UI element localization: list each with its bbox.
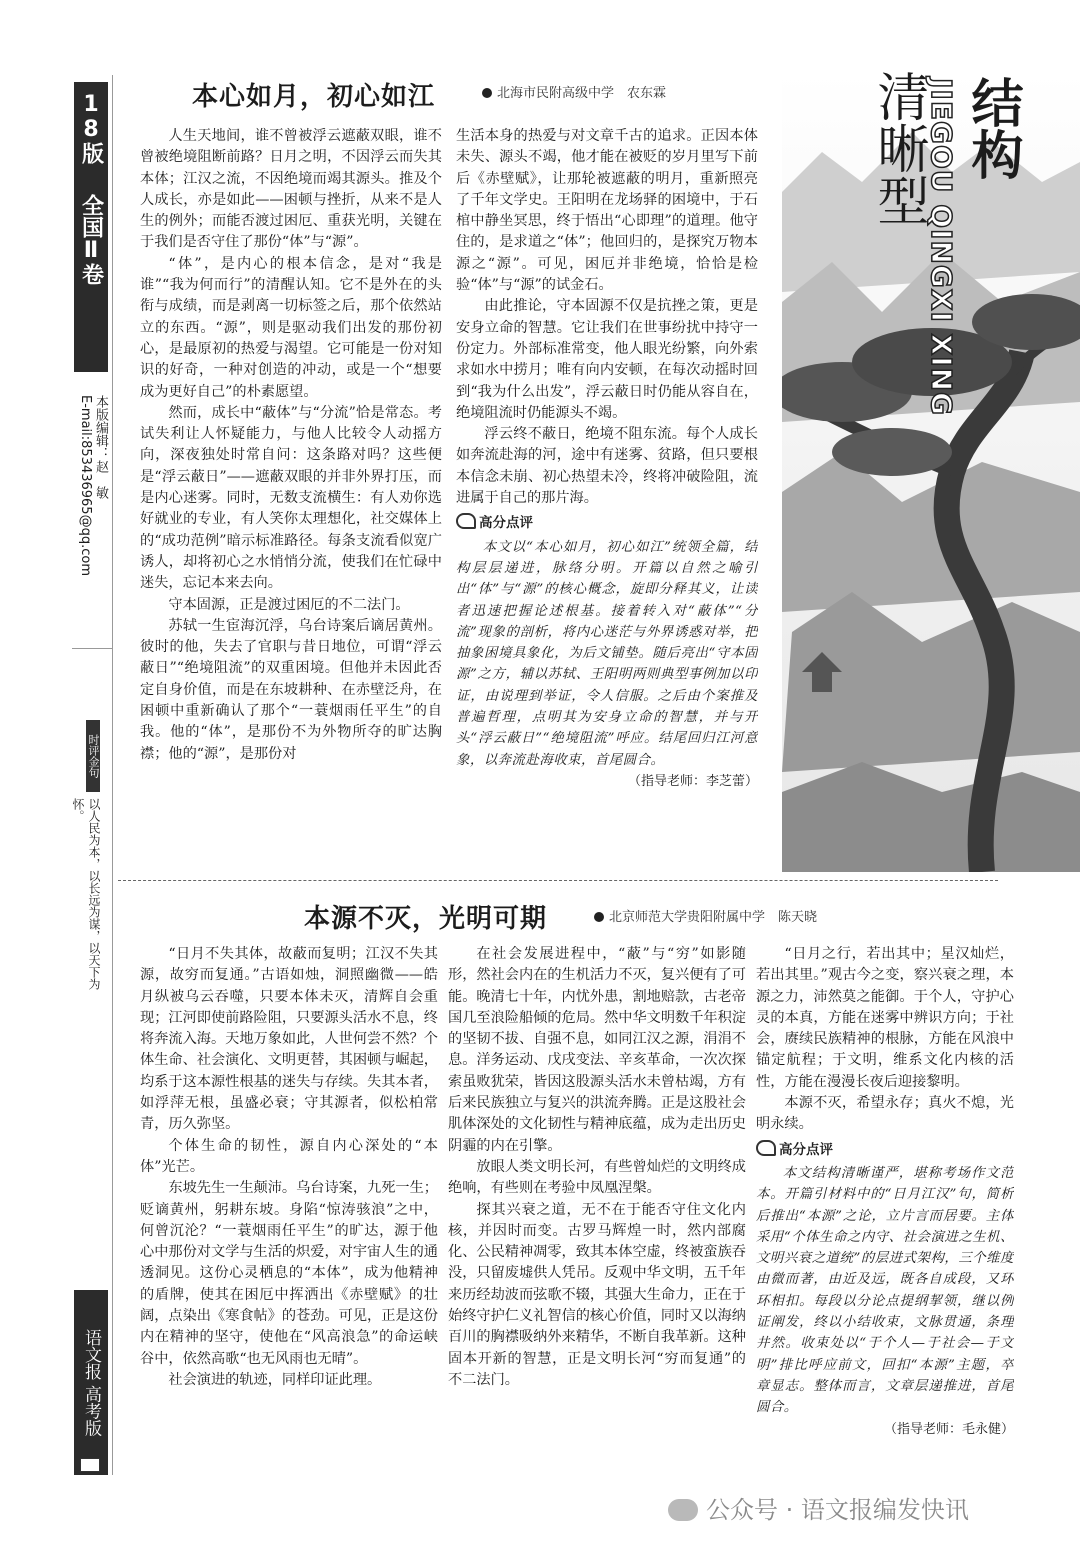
article2-column3: [756, 944, 1014, 1474]
paragraph: 东坡先生一生颠沛。乌台诗案，九死一生；贬谪黄州，躬耕东坡。身陷“惊涛骇浪”之中，何曾沉沦？“一蓑烟雨任平生”的旷达，源于他心中那份对文学与生活的炽爱，对宇宙人生的通透洞见。这份心灵栖息的“本体”，成为他精神的盾牌，使其在困厄中挥洒出《赤壁赋》的壮阔，点染出《寒食帖》的苍劲。可见，正是这份内在精神的坚守，使他在“风高浪急”的命运峡谷中，依然高歌“也无风雨也无晴”。: [140, 1180, 438, 1367]
editor-label: 本版编辑：赵 敏: [93, 395, 108, 499]
edition-name: 全国Ⅱ卷: [78, 194, 104, 285]
paragraph: 本源不灭，希望永存；真火不熄，光明永续。: [756, 1095, 1014, 1133]
review-heading: 高分点评: [756, 1140, 1014, 1161]
article1-column1: [140, 126, 442, 866]
paragraph: “体”，是内心的根本信念，是对“我是谁”“我为何而行”的清醒认知。它不是外在的头衔与成绩，而是剥离一切标签之后，那个依然站立的东西。“源”，则是驱动我们出发的那份初心，是最原初的热爱与渴望。它可能是一份对知识的好奇，一种对创造的冲动，或是一个“想要成为更好自己”的朴素愿望。: [140, 255, 442, 400]
paragraph: 个体生命的韧性，源自内心深处的“本体”光芒。: [140, 1137, 438, 1175]
teacher-credit: （指导老师：李芝蕾）: [627, 773, 758, 789]
article1-title: 本心如月，初心如江: [192, 82, 436, 112]
paragraph: 由此推论，守本固源不仅是抗挫之策，更是安身立命的智慧。它让我们在世事纷扰中持守一份定力。外部标准常变，他人眼光纷繁，向外索求如水中捞月；唯有向内安顿，在每次动摇时回到“我为什么出发”，浮云蔽日时仍能从容自在，绝境阻流时仍能源头不竭。: [456, 298, 758, 421]
page-mark-icon: [80, 1458, 100, 1472]
article2-title: 本源不灭，光明可期: [304, 904, 548, 934]
article-divider: [118, 880, 998, 881]
paragraph: “日月不失其体，故蔽而复明；江汉不失其源，故穷而复通。”古语如烛，洞照幽微——皓月纵被乌云吞噬，只要本体未灭，清辉自会重现；江河即使前路险阻，只要源头活水不息，终将奔流入海。天地万象如此，人世何尝不然？个体生命、社会演化、文明更替，其困顿与崛起，均系于这本源性根基的迷失与存续。失其本者，如浮萍无根，虽盛必衰；守其源者，似松柏常青，历久弥坚。: [140, 946, 438, 1133]
paragraph: 守本固源，正是渡过困厄的不二法门。: [168, 596, 410, 613]
article2-column1: [140, 944, 438, 1474]
paragraph: 社会演进的轨迹，同样印证此理。: [168, 1371, 382, 1388]
paper-name: 语文报 高考版: [74, 1290, 108, 1475]
review-heading: 高分点评: [456, 513, 758, 534]
article2-author: 北京师范大学贵阳附属中学 陈天晓: [609, 910, 818, 925]
teacher-credit: （指导老师：毛永健）: [883, 1421, 1014, 1437]
article1-byline: [482, 82, 666, 101]
byline-dot-icon: [594, 912, 604, 922]
motto-tag: 时评金句: [86, 720, 100, 792]
paragraph: 在社会发展进程中，“蔽”与“穷”如影随形，然社会内在的生机活力不灭，复兴便有了可能。晚清七十年，内忧外患，割地赔款，古老帝国几至浪险船倾的危局。然中华文明数千年积淀的坚韧不拔、自强不息，如同江汉之源，涓涓不息。洋务运动、戊戌变法、辛亥革命，一次次探索虽败犹荣，皆因这股源头活水未曾枯竭，方有后来民族独立与复兴的洪流奔腾。正是这股社会肌体深处的文化韧性与精神底蕴，成为走出历史阴霾的内在引擎。: [448, 946, 746, 1154]
article1-column2: [456, 126, 758, 871]
editor-info: [76, 395, 108, 625]
paragraph: 苏轼一生宦海沉浮，乌台诗案后谪居黄州。彼时的他，失去了官职与昔日地位，可谓“浮云蔽日”“绝境阻流”的双重困境。但他并未因此否定自身价值，而是在东坡耕种、在赤壁泛舟，在困顿中重新确认了那个“一蓑烟雨任平生”的自我。他的“体”，是那份不为外物所夺的旷达胸襟；他的“源”，是那份对: [140, 617, 442, 762]
section-title-part1: 结构: [962, 76, 1022, 180]
editor-email: E-mail:853436965@qq.com: [78, 395, 93, 576]
paragraph: 人生天地间，谁不曾被浮云遮蔽双眼，谁不曾被绝境阻断前路？日月之明，不因浮云而失其本体；江汉之流，不因绝境而竭其源头。推及个人成长，亦是如此——困顿与挫折，从来不是人生的例外；而能否渡过困厄、重获光明，关键在于我们是否守住了那份“体”与“源”。: [140, 128, 442, 251]
article2-byline: [594, 906, 817, 925]
watermark: 公众号 · 语文报编发快讯: [668, 1490, 969, 1525]
byline-dot-icon: [482, 88, 492, 98]
wechat-icon: [668, 1499, 698, 1521]
article1-author: 北海市民附高级中学 农东霖: [497, 86, 667, 101]
review-text: 本文结构清晰谨严，堪称考场作文范本。开篇引材料中的“日月江汉”句，简析后推出“本源”之论，立片言而居要。主体采用“个体生命之内守、社会演进之生机、文明兴衰之道统”的层进式架构，三个维度由微而著，由近及远，既各自成段，又环环相扣。每段以分论点提纲挈领，继以例证阐发，终以小结收束，文脉贯通，条理井然。收束处以“于个人—于社会—于文明”排比呼应前文，回扣“本源”主题，卒章显志。整体而言，文章层递推进，首尾圆合。: [756, 1165, 1014, 1416]
paragraph: 探其兴衰之道，无不在于能否守住文化内核，并因时而变。古罗马辉煌一时，然内部腐化、公民精神凋零，致其本体空虚，终被蛮族吞没，只留废墟供人凭吊。反观中华文明，五千年来历经劫波而弦歌不辍，其强大生命力，正在于始终守护仁义礼智信的核心价值，同时又以海纳百川的胸襟吸纳外来精华，不断自我革新。这种固本开新的智慧，正是文明长河“穷而复通”的不二法门。: [448, 1201, 746, 1388]
spine-divider: [112, 75, 113, 1475]
paragraph: “日月之行，若出其中；星汉灿烂，若出其里。”观古今之变，察兴衰之理，本源之力，沛然莫之能御。于个人，守护心灵的本真，方能在迷雾中辨识方向；于社会，赓续民族精神的根脉，方能在风浪中锚定航程；于文明，维系文化内核的活性，方能在漫漫长夜后迎接黎明。: [756, 946, 1014, 1090]
paragraph: 生活本身的热爱与对文章千古的追求。正因本体未失、源头不竭，他才能在被贬的岁月里写下前后《赤壁赋》，让那轮被遮蔽的明月，重新照亮了千年文学史。王阳明在龙场驿的困境中，于石棺中静坐冥思，终于悟出“心即理”的道理。他守住的，是求道之“体”；他回归的，是探究万物本源之“源”。可见，困厄并非绝境，恰恰是检验“体”与“源”的试金石。: [456, 128, 758, 294]
paragraph: 浮云终不蔽日，绝境不阻东流。每个人成长如奔流赴海的河，途中有迷雾、贫路，但只要根本信念未崩、初心热望未冷，终将冲破险阻，流进属于自己的那片海。: [456, 426, 758, 507]
paragraph: 放眼人类文明长河，有些曾灿烂的文明终成绝响，有些则在考验中凤凰涅槃。: [448, 1158, 746, 1197]
review-icon: [756, 1140, 776, 1156]
paragraph: 然而，成长中“蔽体”与“分流”恰是常态。考试失利让人怀疑能力，与他人比较令人动摇方向，深夜独处时常自问：这条路对吗？这些便是“浮云蔽日”——遮蔽双眼的并非外界打压，而是内心迷雾。同时，无数支流横生：有人劝你选好就业的专业，有人笑你太理想化，社交媒体上的“成功范例”暗示标准路径。每条支流看似宽广诱人，却将初心之水悄悄分流，使我们在忙碌中迷失，忘记本来去向。: [140, 404, 442, 592]
review-icon: [456, 513, 476, 529]
spine-rule: [72, 648, 112, 649]
article2-column2: [448, 944, 746, 1474]
section-pinyin: JIEGOU QINGXI XING: [925, 78, 958, 417]
section-title-part2: 清晰型: [868, 70, 928, 226]
motto-text: 以人民为本，以长远为谋，以天下为怀。: [71, 798, 101, 990]
review-text: 本文以“本心如月，初心如江”统领全篇，结构层层递进，脉络分明。开篇以自然之喻引出“体”与“源”的核心概念，旋即分释其义，让读者迅速把握论述根基。接着转入对“蔽体”“分流”现象的剖析，将内心迷茫与外界诱惑对举，把抽象困境具象化，为后文铺垫。随后亮出“守本固源”之方，辅以苏轼、王阳明两则典型事例加以印证，由说理到举证，令人信服。之后由个案推及普遍哲理，点明其为安身立命的智慧，并与开头“浮云蔽日”“绝境阻流”呼应。结尾回归江河意象，以奔流赴海收束，首尾圆合。: [456, 539, 758, 768]
edition-page: 18版: [78, 92, 104, 164]
edition-badge: [74, 82, 108, 372]
